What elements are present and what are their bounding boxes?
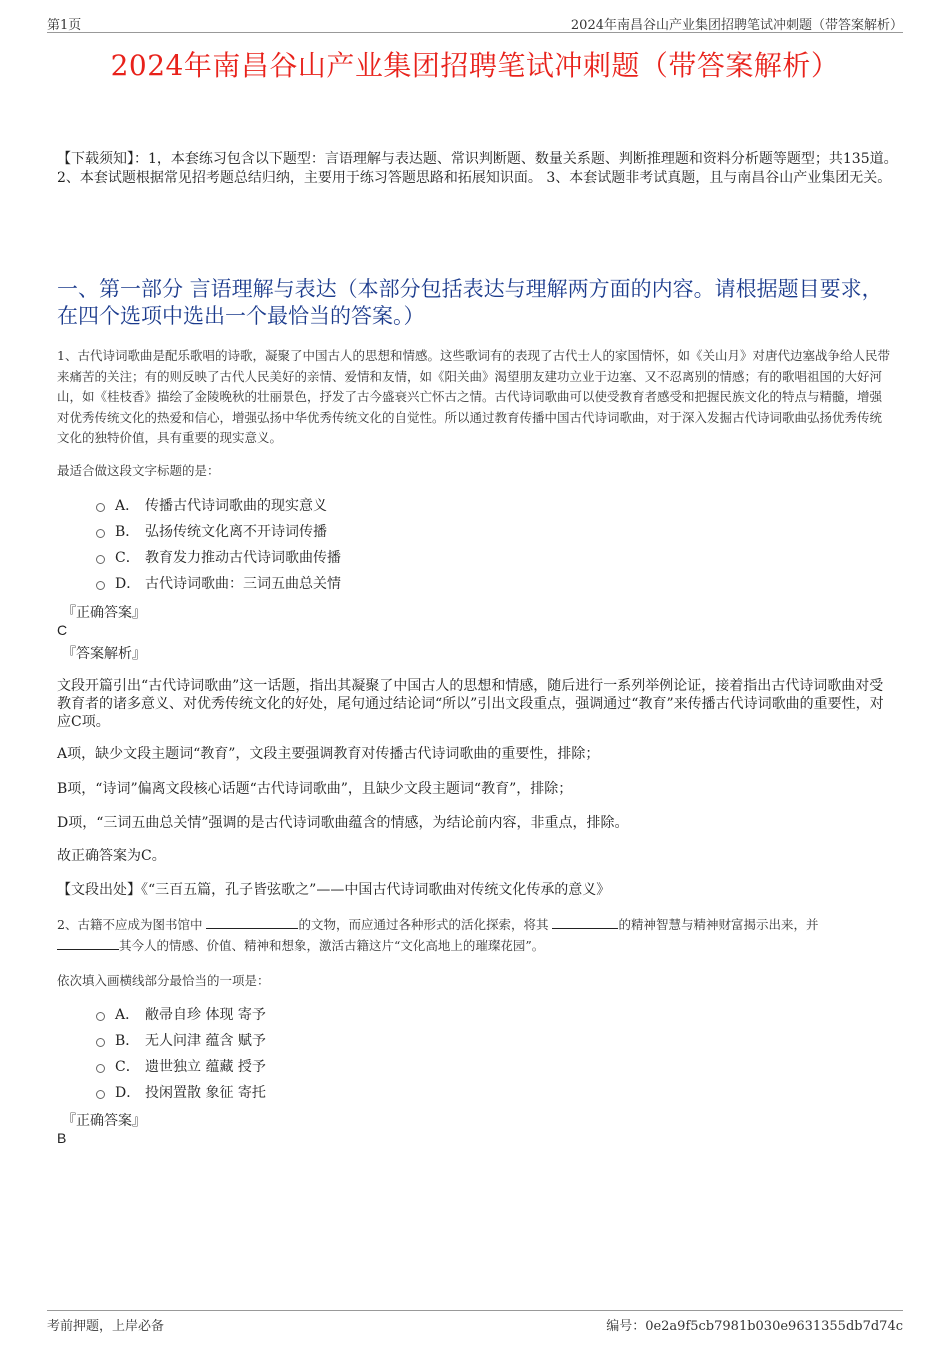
radio-icon[interactable] [96,1012,105,1021]
analysis-option-a: A项，缺少文段主题词“教育”，文段主要强调教育对传播古代诗词歌曲的重要性，排除； [57,746,600,762]
analysis-conclusion: 故正确答案为C。 [57,848,166,864]
analysis-option-d: D项，“三词五曲总关情”强调的是古代诗词歌曲蕴含的情感，为结论前内容，非重点，排除。 [57,815,629,831]
analysis-option-b: B项，“诗词”偏离文段核心话题“古代诗词歌曲”，且缺少文段主题词“教育”，排除； [57,781,573,797]
correct-answer: C [57,622,68,638]
correct-answer-label: 『正确答案』 [62,1113,146,1129]
page-footer [47,1310,903,1335]
radio-icon[interactable] [96,555,105,564]
correct-answer: B [57,1130,67,1146]
analysis-label: 『答案解析』 [62,646,146,662]
document-id: 编号：0e2a9f5cb7981b030e9631355db7d74c [606,1319,903,1334]
option-d[interactable]: D． 古代诗词歌曲：三词五曲总关情 [96,570,596,596]
radio-icon[interactable] [96,529,105,538]
correct-answer-label: 『正确答案』 [62,605,146,621]
radio-icon[interactable] [96,1064,105,1073]
passage-source: 【文段出处】《“三百五篇，孔子皆弦歌之”——中国古代诗词歌曲对传统文化传承的意义》 [57,882,611,898]
radio-icon[interactable] [96,1038,105,1047]
section-heading: 一、第一部分 言语理解与表达（本部分包括表达与理解两方面的内容。请根据题目要求，在四个选项中选出一个最恰当的答案。） [57,277,883,328]
page-header [47,12,903,33]
header-doc-title: 2024年南昌谷山产业集团招聘笔试冲刺题（带答案解析） [570,18,903,33]
radio-icon[interactable] [96,581,105,590]
option-c[interactable]: C． 遗世独立 蕴藏 授予 [96,1053,596,1079]
question-2-text: 2、古籍不应成为图书馆中 的文物，而应通过各种形式的活化探索，将其 的精神智慧与精神财富揭示出来，并 其今人的情感、价值、精神和想象，激活古籍这片“文化高地上的璀璨花园”。 [57,917,819,953]
blank-2 [552,916,618,929]
page-number: 第1页 [47,18,82,33]
question-1-prompt: 最适合做这段文字标题的是： [57,463,220,478]
question-2-prompt: 依次填入画横线部分最恰当的一项是： [57,973,270,988]
option-b[interactable]: B． 弘扬传统文化离不开诗词传播 [96,518,596,544]
blank-1 [206,916,298,929]
blank-3 [57,937,119,950]
question-1-options [96,492,596,596]
option-b[interactable]: B． 无人问津 蕴含 赋予 [96,1027,596,1053]
question-2-options [96,1001,596,1105]
download-notice: 【下载须知】：1，本套练习包含以下题型：言语理解与表达题、常识判断题、数量关系题、判断推理题和资料分析题等题型；共135道。 2、本套试题根据常见招考题总结归纳，主要用于练习答题思路和拓展知识面。 3、本套试题非考试真题，且与南昌谷山产业集团无关。 [57,151,898,186]
question-1-text: 1、古代诗词歌曲是配乐歌唱的诗歌，凝聚了中国古人的思想和情感。这些歌词有的表现了古代士人的家国情怀，如《关山月》对唐代边塞战争给人民带来痛苦的关注；有的则反映了古代人民美好的亲情、爱情和友情，如《阳关曲》渴望朋友建功立业于边塞、又不忍离别的情感；有的歌唱祖国的大好河山，如《桂枝香》描绘了金陵晚秋的壮丽景色，抒发了古今盛衰兴亡怀古之情。古代诗词歌曲可以使受教育者感受和把握民族文化的特点与精髓，增强对优秀传统文化的热爱和信心，增强弘扬中华优秀传统文化的自觉性。所以通过教育传播中国古代诗词歌曲，对于深入发掘古代诗词歌曲弘扬优秀传统文化的独特价值，具有重要的现实意义。 [57,348,890,445]
page-title: 2024年南昌谷山产业集团招聘笔试冲刺题（带答案解析） [110,49,840,82]
radio-icon[interactable] [96,503,105,512]
option-a[interactable]: A． 传播古代诗词歌曲的现实意义 [96,492,596,518]
option-d[interactable]: D． 投闲置散 象征 寄托 [96,1079,596,1105]
option-a[interactable]: A． 敝帚自珍 体现 寄予 [96,1001,596,1027]
footer-slogan: 考前押题，上岸必备 [47,1319,165,1334]
option-c[interactable]: C． 教育发力推动古代诗词歌曲传播 [96,544,596,570]
radio-icon[interactable] [96,1090,105,1099]
analysis-paragraph: 文段开篇引出“古代诗词歌曲”这一话题，指出其凝聚了中国古人的思想和情感，随后进行一系列举例论证，接着指出古代诗词歌曲对受教育者的诸多意义、对优秀传统文化的好处，尾句通过结论词“所以”引出文段重点，强调通过“教育”来传播古代诗词歌曲的重要性，对应C项。 [57,678,884,730]
